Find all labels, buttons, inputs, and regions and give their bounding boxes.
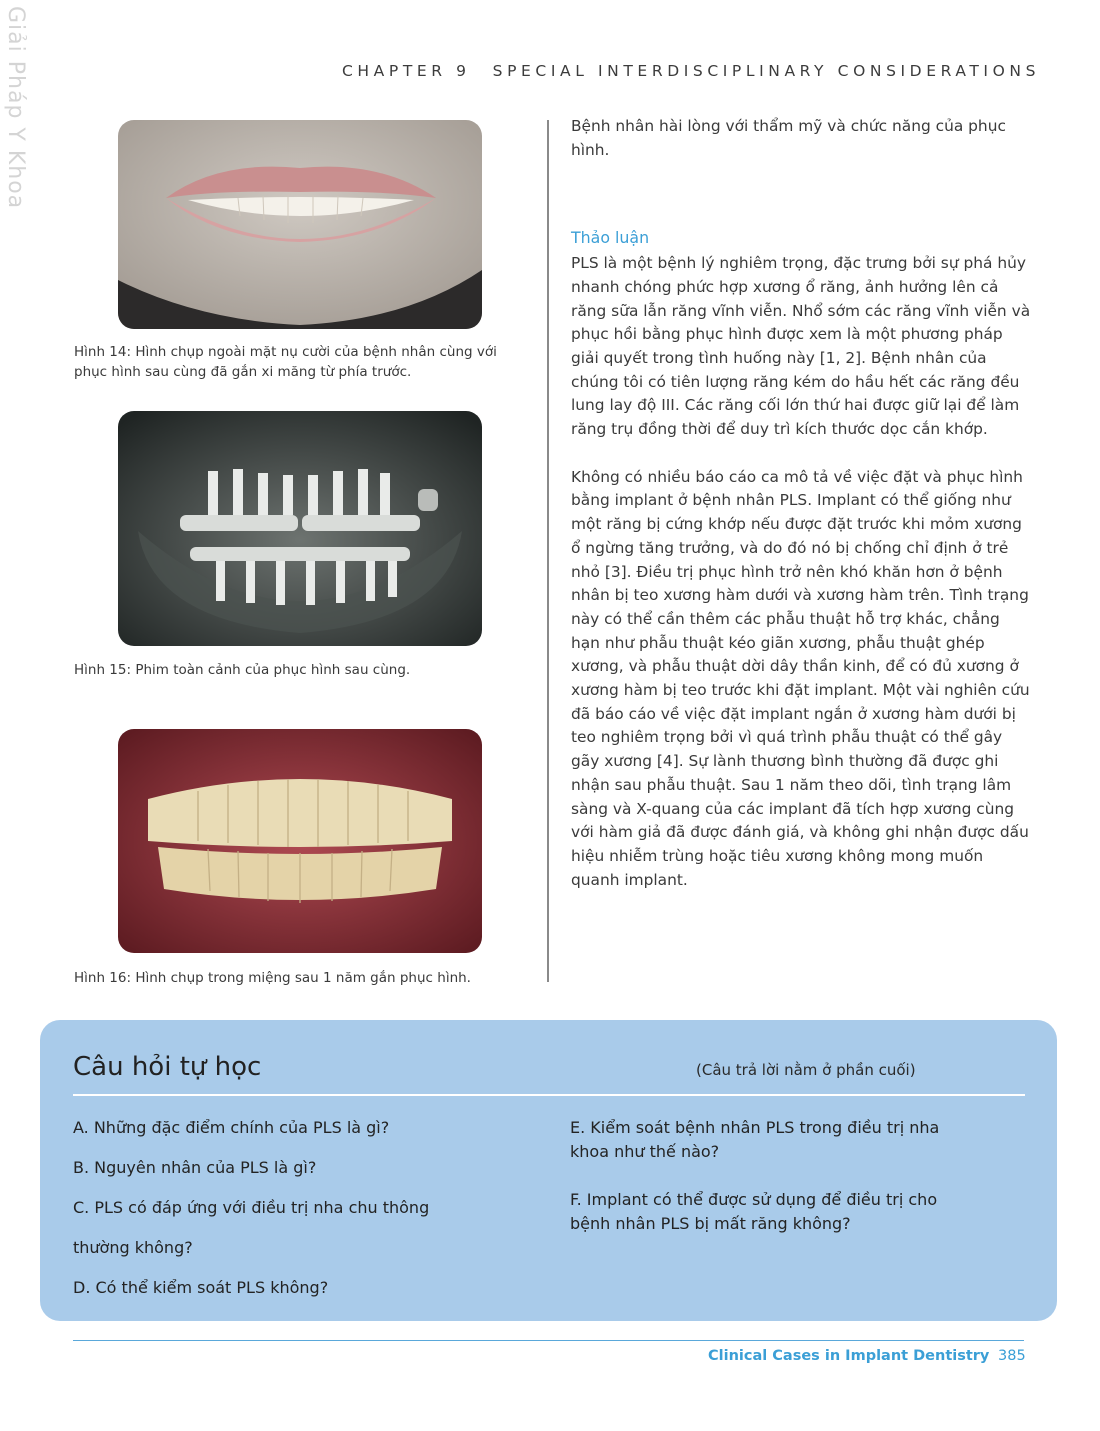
- figure-intraoral-photo: [118, 729, 482, 953]
- watermark-text: Giải Pháp Y Khoa: [3, 6, 28, 210]
- footer-page-number: 385: [998, 1348, 1026, 1364]
- figure-16-caption: Hình 16: Hình chụp trong miệng sau 1 năm gắn phục hình.: [74, 970, 471, 986]
- panoramic-xray-image: [118, 411, 482, 646]
- chapter-header: [342, 62, 1041, 80]
- question-d: D. Có thể kiểm soát PLS không?: [73, 1278, 329, 1297]
- question-e-line-2: khoa như thế nào?: [570, 1142, 720, 1161]
- discussion-heading: Thảo luận: [571, 228, 650, 248]
- question-f-line-1: F. Implant có thể được sử dụng để điều trị cho: [570, 1190, 938, 1209]
- discussion-paragraph-1: PLS là một bệnh lý nghiêm trọng, đặc trưng bởi sự phá hủy nhanh chóng phức hợp xương ổ răng, ảnh hưởng lên cả răng sữa lẫn răng vĩnh viễn. Nhổ sớm các răng vĩnh viễn và phục hồi bằng phục hình được xem là một phương pháp giải quyết trong tình huống này [1, 2]. Bệnh nhân của chúng tôi có tiên lượng răng kém do hầu hết các răng đều lung lay độ III. Các răng cối lớn thứ hai được giữ lại để làm răng trụ đồng thời để duy trì kích thước dọc cắn khớp.: [571, 254, 1031, 439]
- smile-photo-image: [118, 120, 482, 329]
- figure-15-caption: Hình 15: Phim toàn cảnh của phục hình sau cùng.: [74, 662, 411, 678]
- chapter-title: SPECIAL INTERDISCIPLINARY CONSIDERATIONS: [492, 62, 1041, 80]
- question-c-line-2: thường không?: [73, 1238, 193, 1257]
- chapter-number: CHAPTER 9: [342, 62, 471, 80]
- intro-paragraph: Bệnh nhân hài lòng với thẩm mỹ và chức năng của phục hình.: [571, 117, 1006, 159]
- intraoral-photo-image: [118, 729, 482, 953]
- column-divider: [547, 120, 549, 982]
- discussion-paragraph-2: Không có nhiều báo cáo ca mô tả về việc đặt và phục hình bằng implant ở bệnh nhân PLS. Implant có thể giống như một răng bị cứng khớp nếu được đặt trước khi mỏm xương ổ ngừng tăng trưởng, và do đó nó bị chống chỉ định ở trẻ nhỏ [3]. Điều trị phục hình trở nên khó khăn hơn ở bệnh nhân bị teo xương hàm dưới và xương hàm trên. Tình trạng này có thể cần thêm các phẫu thuật hỗ trợ khác, chẳng hạn như phẫu thuật kéo giãn xương, phẫu thuật ghép xương, và phẫu thuật dời dây thần kinh, để có đủ xương ở xương hàm bị teo trước khi đặt implant. Một vài nghiên cứu đã báo cáo về việc đặt implant ngắn ở xương hàm dưới bị teo nghiêm trọng bởi vì quá trình phẫu thuật có thể gây gãy xương [4]. Sự lành thương bình thường đã được ghi nhận sau phẫu thuật. Sau 1 năm theo dõi, tình trạng lâm sàng và X-quang của các implant đã tích hợp xương cùng với hàm giả đã được đánh giá, và không ghi nhận được dấu hiệu nhiễm trùng hoặc tiêu xương không mong muốn quanh implant.: [571, 467, 1030, 889]
- self-study-box: [40, 1020, 1057, 1321]
- self-study-note: (Câu trả lời nằm ở phần cuối): [696, 1061, 916, 1079]
- question-e-line-1: E. Kiểm soát bệnh nhân PLS trong điều trị nha: [570, 1118, 940, 1137]
- right-column: [571, 115, 1033, 892]
- question-f-line-2: bệnh nhân PLS bị mất răng không?: [570, 1214, 851, 1233]
- question-a: A. Những đặc điểm chính của PLS là gì?: [73, 1118, 390, 1137]
- figure-14-caption: Hình 14: Hình chụp ngoài mặt nụ cười của bệnh nhân cùng với phục hình sau cùng đã gắn xi măng từ phía trước.: [74, 344, 497, 380]
- question-c-line-1: C. PLS có đáp ứng với điều trị nha chu thông: [73, 1198, 430, 1217]
- self-study-divider: [73, 1094, 1025, 1096]
- self-study-title: Câu hỏi tự học: [73, 1052, 262, 1082]
- figure-panoramic-xray: [118, 411, 482, 646]
- footer-divider: [73, 1340, 1024, 1341]
- footer-book-title: Clinical Cases in Implant Dentistry: [708, 1348, 990, 1364]
- figure-smile-photo: [118, 120, 482, 329]
- question-b: B. Nguyên nhân của PLS là gì?: [73, 1158, 317, 1177]
